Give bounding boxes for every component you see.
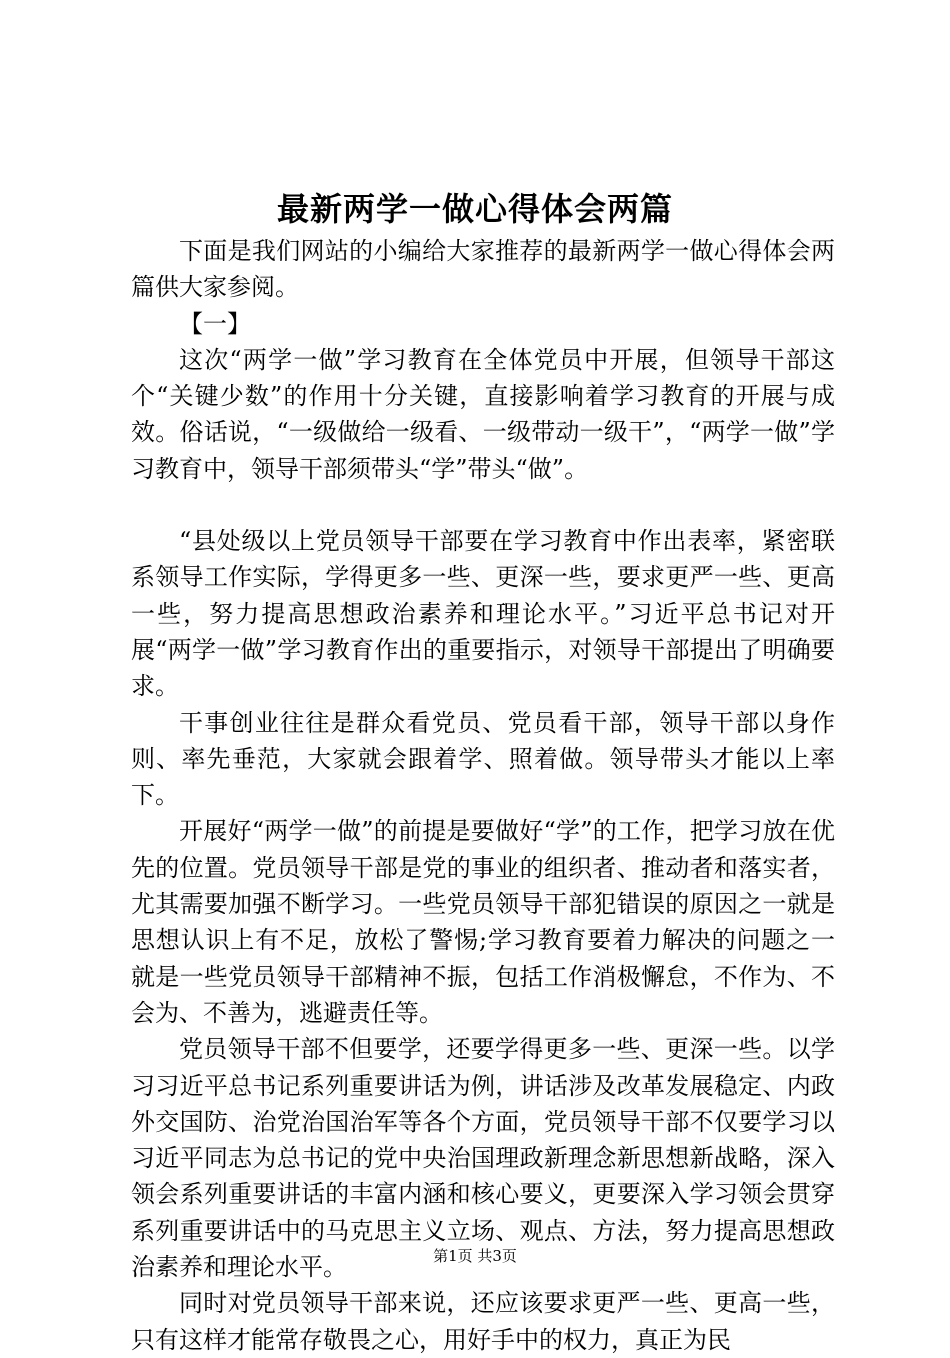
- document-title: 最新两学一做心得体会两篇: [276, 190, 673, 228]
- page-footer: 第1页 共3页: [433, 1247, 517, 1265]
- body-paragraph: 开展好“两学一做”的前提是要做好“学”的工作，把学习放在优先的位置。党员领导干部是党的事业的组织者、推动者和落实者，尤其需要加强不断学习。一些党员领导干部犯错误的原因之一就是思想认识上有不足，放松了警惕;学习教育要着力解决的问题之一就是一些党员领导干部精神不振，包括工作消极懈怠，不作为、不会为、不善为，逃避责任等。: [131, 817, 835, 1027]
- body-paragraph: “县处级以上党员领导干部要在学习教育中作出表率，紧密联系领导工作实际，学得更多一些、更深一些，要求更严一些、更高一些，努力提高思想政治素养和理论水平。”习近平总书记对开展“两学一做”学习教育作出的重要指示，对领导干部提出了明确要求。: [131, 527, 835, 701]
- body-paragraph: 党员领导干部不但要学，还要学得更多一些、更深一些。以学习习近平总书记系列重要讲话为例，讲话涉及改革发展稳定、内政外交国防、治党治国治军等各个方面，党员领导干部不仅要学习以习近平同志为总书记的党中央治国理政新理念新思想新战略，深入领会系列重要讲话的丰富内涵和核心要义，更要深入学习领会贯穿系列重要讲话中的马克思主义立场、观点、方法，努力提高思想政治素养和理论水平。: [131, 1035, 835, 1282]
- body-paragraph: 干事创业往往是群众看党员、党员看干部，领导干部以身作则、率先垂范，大家就会跟着学、照着做。领导带头才能以上率下。: [131, 708, 835, 810]
- body-paragraph: 同时对党员领导干部来说，还应该要求更严一些、更高一些，只有这样才能常存敬畏之心，用好手中的权力，真正为民: [131, 1289, 835, 1354]
- document-body: [131, 233, 835, 1358]
- intro-paragraph: 下面是我们网站的小编给大家推荐的最新两学一做心得体会两篇供大家参阅。: [131, 237, 835, 302]
- body-paragraph: 这次“两学一做”学习教育在全体党员中开展，但领导干部这个“关键少数”的作用十分关键，直接影响着学习教育的开展与成效。俗话说，“一级做给一级看、一级带动一级干”，“两学一做”学习教育中，领导干部须带头“学”带头“做”。: [131, 345, 835, 483]
- section-marker: 【一】: [179, 309, 251, 338]
